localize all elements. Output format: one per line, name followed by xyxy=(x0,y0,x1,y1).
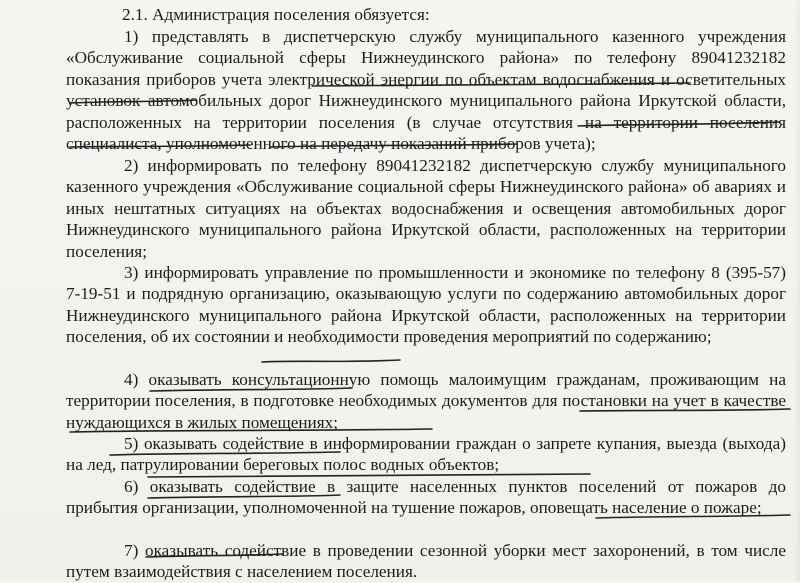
paragraph-4 xyxy=(66,369,786,433)
paragraph-2 xyxy=(66,155,786,262)
paragraph-3-text: 3) информировать управление по промышленности и экономике по телефону 8 (395-57) 7-19-51 и подрядную организацию, оказывающую услуги по содержанию автомобильных дорог Нижнеудинского муниципального района Иркутской области, расположенных на территории поселения, об их состоянии и необходимости проведения мероприятий по содержанию; xyxy=(66,263,786,347)
paragraph-6-text: 6) оказывать содействие в защите населенных пунктов поселений от пожаров до прибытия организации, уполномоченной на тушение пожаров, оповещать население о пожаре; xyxy=(66,477,786,518)
paragraph-5-text: 5) оказывать содействие в информировании граждан о запрете купания, выезда (выхода) на лед, патрулировании береговых полос водных объектов; xyxy=(66,434,786,475)
paragraph-6 xyxy=(66,476,786,519)
paragraph-7-text: 7) оказывать содействие в проведении сезонной уборки мест захоронений, в том числе путем взаимодействия с населением поселения. xyxy=(66,541,786,582)
paragraph-1-text: 1) представлять в диспетчерскую службу муниципального казенного учреждения «Обслуживание социальной сферы Нижнеудинского района» по телефону 89041232182 показания приборов учета электрической энергии по объектам водоснабжения и осветительных установок автомобильных дорог Нижнеудинского муниципального района Иркутской области, расположенных на территории поселения (в случае отсутствия на территории поселения специалиста, уполномоченного на передачу показаний приборов учета); xyxy=(66,27,786,154)
paragraph-1 xyxy=(66,26,786,154)
paragraph-5 xyxy=(66,433,786,476)
paragraph-3 xyxy=(66,262,786,348)
paragraph-4-text: 4) оказывать консультационную помощь малоимущим гражданам, проживающим на территории поселения, в подготовке необходимых документов для постановки на учет в качестве нуждающихся в жилых помещениях; xyxy=(66,370,786,432)
scan-shadow-edge xyxy=(794,0,800,581)
paragraph-2-text: 2) информировать по телефону 89041232182 диспетчерскую службу муниципального казенного учреждения «Обслуживание социальной сферы Нижнеудинского района» об авариях и иных нештатных ситуациях на объектах водоснабжения и освещения автомобильных дорог Нижнеудинского муниципального района Иркутской области, расположенных на территории поселения; xyxy=(66,156,786,261)
section-heading: 2.1. Администрация поселения обязуется: xyxy=(122,5,430,24)
underline-mark xyxy=(262,360,400,362)
paragraph-7 xyxy=(66,540,786,583)
